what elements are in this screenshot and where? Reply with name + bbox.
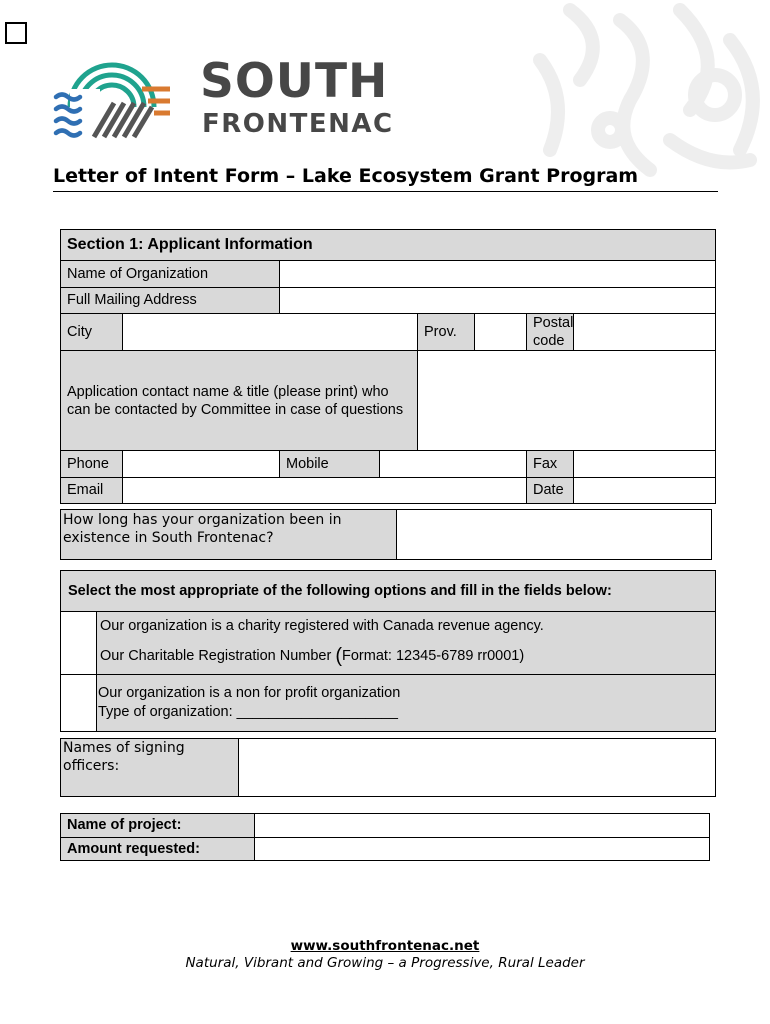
brand-name-line2: FRONTENAC (202, 109, 394, 139)
phone-label: Phone (61, 451, 123, 478)
project-name-field[interactable] (255, 814, 710, 838)
email-field[interactable] (123, 477, 527, 504)
mobile-label: Mobile (280, 451, 380, 478)
organization-name-field[interactable] (280, 261, 716, 288)
fax-label: Fax (527, 451, 574, 478)
organization-name-label: Name of Organization (61, 261, 280, 288)
section1-heading: Section 1: Applicant Information (61, 230, 716, 261)
charity-option-checkbox[interactable] (61, 612, 97, 675)
south-frontenac-logo (52, 45, 172, 140)
date-label: Date (527, 477, 574, 504)
signing-officers-table (60, 738, 716, 797)
phone-field[interactable] (123, 451, 280, 478)
amount-requested-field[interactable] (255, 837, 710, 861)
options-heading: Select the most appropriate of the following options and fill in the fields below: (61, 571, 716, 612)
project-name-label: Name of project: (61, 814, 255, 838)
nonprofit-line1: Our organization is a non for profit organization (98, 685, 401, 702)
nonprofit-line2: Type of organization: ____________________ (98, 704, 398, 720)
mailing-address-label: Full Mailing Address (61, 287, 280, 314)
contact-name-field[interactable] (418, 351, 716, 451)
document-title: Letter of Intent Form – Lake Ecosystem Grant Program (53, 165, 718, 192)
contact-name-label: Application contact name & title (please print) who can be contacted by Committee in case of questions (61, 351, 418, 451)
footer-website-link[interactable]: www.southfrontenac.net (290, 938, 480, 954)
province-label: Prov. (418, 314, 475, 351)
existence-question-label: How long has your organization been in existence in South Frontenac? (61, 510, 397, 560)
mobile-field[interactable] (380, 451, 527, 478)
date-field[interactable] (574, 477, 716, 504)
corner-checkbox[interactable] (5, 22, 27, 44)
brand-name-line1: SOUTH (200, 54, 389, 109)
charity-line2 (100, 643, 709, 669)
nonprofit-option-text (97, 675, 716, 732)
signing-officers-field[interactable] (239, 739, 716, 797)
city-field[interactable] (123, 314, 418, 351)
signing-officers-label: Names of signing officers: (61, 739, 239, 797)
fax-field[interactable] (574, 451, 716, 478)
email-label: Email (61, 477, 123, 504)
existence-table (60, 509, 712, 560)
city-label: City (61, 314, 123, 351)
applicant-information-table (60, 229, 716, 504)
footer-tagline: Natural, Vibrant and Growing – a Progressive, Rural Leader (185, 955, 585, 971)
charity-option-text (97, 612, 716, 675)
charity-line1: Our organization is a charity registered with Canada revenue agency. (100, 617, 544, 634)
charity-reg-label: Our Charitable Registration Number (100, 648, 332, 665)
charity-paren: ( (335, 645, 342, 668)
organization-options-table (60, 570, 716, 732)
province-field[interactable] (475, 314, 527, 351)
nonprofit-option-checkbox[interactable] (61, 675, 97, 732)
charity-format: Format: 12345-6789 rr0001) (342, 648, 525, 665)
postal-code-label: Postal code (527, 314, 574, 351)
mailing-address-field[interactable] (280, 287, 716, 314)
postal-code-field[interactable] (574, 314, 716, 351)
project-table (60, 813, 710, 861)
existence-answer-field[interactable] (397, 510, 712, 560)
amount-requested-label: Amount requested: (61, 837, 255, 861)
